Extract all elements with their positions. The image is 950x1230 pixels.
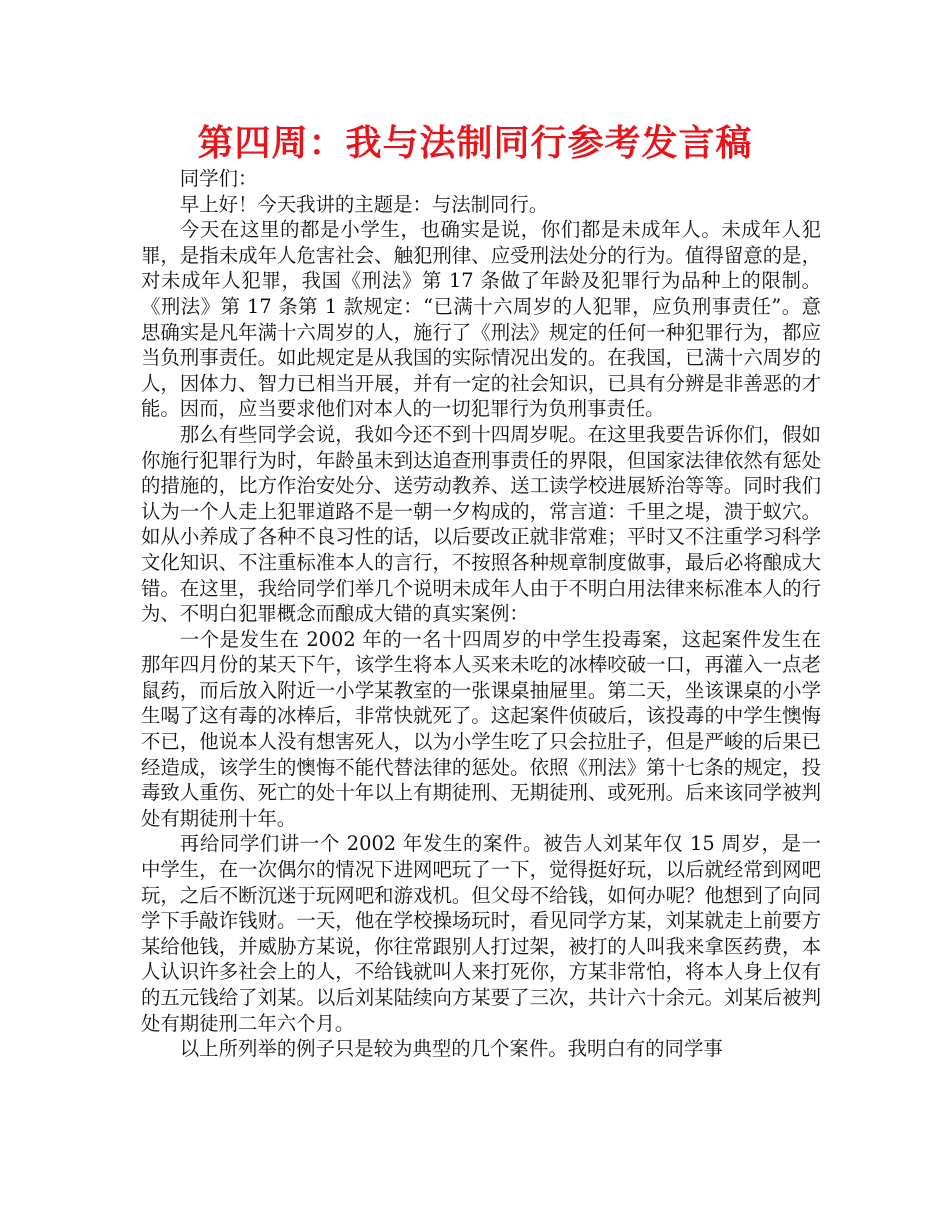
salutation: 同学们：: [179, 167, 258, 190]
body-paragraph: 以上所列举的例子只是较为典型的几个案件。我明白有的同学事: [179, 1037, 723, 1061]
body-paragraph: 今天在这里的都是小学生，也确实是说，你们都是未成年人。未成年人犯罪，是指未成年人危害社会、触犯刑律、应受刑法处分的行为。值得留意的是，对未成年人犯罪，我国《刑法》第 17 条做了年龄及犯罪行为品种上的限制。《刑法》第 17 条第 1 款规定：“已满十六周岁的人犯罪，应负刑事责任”。意思确实是凡年满十六周岁的人，施行了《刑法》规定的任何一种犯罪行为，都应当负刑事责任。如此规定是从我国的实际情况出发的。在我国，已满十六周岁的人，因体力、智力已相当开展，并有一定的社会知识，已具有分辨是非善恶的才能。因而，应当要求他们对本人的一切犯罪行为负刑事责任。: [141, 218, 821, 421]
body-paragraph: 一个是发生在 2002 年的一名十四周岁的中学生投毒案，这起案件发生在那年四月份的某天下午，该学生将本人买来未吃的冰棒咬破一口，再灌入一点老鼠药，而后放入附近一小学某教室的一张课桌抽屉里。第二天，坐该课桌的小学生喝了这有毒的冰棒后，非常快就死了。这起案件侦破后，该投毒的中学生懊悔不已，他说本人没有想害死人，以为小学生吃了只会拉肚子，但是严峻的后果已经造成，该学生的懊悔不能代替法律的惩处。依照《刑法》第十七条的规定，投毒致人重伤、死亡的处十年以上有期徒刑、无期徒刑、或死刑。后来该同学被判处有期徒刑十年。: [141, 627, 821, 830]
greeting-paragraph: 早上好！今天我讲的主题是：与法制同行。: [179, 192, 549, 216]
document-title: 第四周：我与法制同行参考发言稿: [197, 123, 753, 164]
document-body: [141, 166, 821, 1062]
body-paragraph: 那么有些同学会说，我如今还不到十四周岁呢。在这里我要告诉你们，假如你施行犯罪行为时，年龄虽未到达追查刑事责任的界限，但国家法律依然有惩处的措施的，比方作治安处分、送劳动教养、送工读学校进展矫治等等。同时我们认为一个人走上犯罪道路不是一朝一夕构成的，常言道：千里之堤，溃于蚁穴。如从小养成了各种不良习性的话，以后要改正就非常难；平时又不注重学习科学文化知识、不注重标准本人的言行，不按照各种规章制度做事，最后必将酿成大错。在这里，我给同学们举几个说明未成年人由于不明白用法律来标准本人的行为、不明白犯罪概念而酿成大错的真实案例：: [141, 422, 821, 626]
body-paragraph: 再给同学们讲一个 2002 年发生的案件。被告人刘某年仅 15 周岁，是一中学生，在一次偶尔的情况下进网吧玩了一下，觉得挺好玩，以后就经常到网吧玩，之后不断沉迷于玩网吧和游戏机。但父母不给钱，如何办呢？他想到了向同学下手敲诈钱财。一天，他在学校操场玩时，看见同学方某，刘某就走上前要方某给他钱，并威胁方某说，你往常跟别人打过架，被打的人叫我来拿医药费，本人认识许多社会上的人，不给钱就叫人来打死你，方某非常怕，将本人身上仅有的五元钱给了刘某。以后刘某陆续向方某要了三次，共计六十余元。刘某后被判处有期徒刑二年六个月。: [141, 832, 821, 1035]
